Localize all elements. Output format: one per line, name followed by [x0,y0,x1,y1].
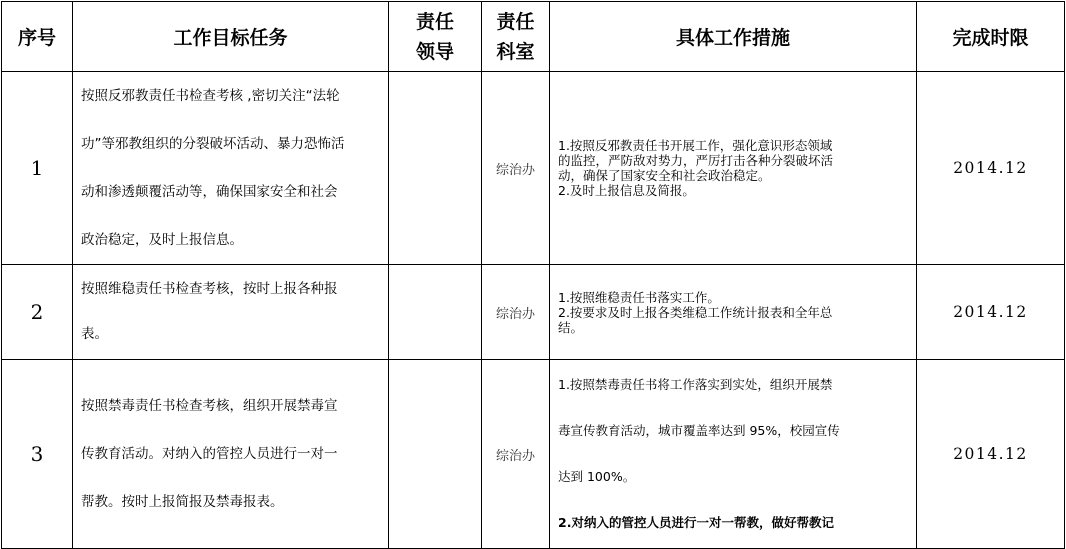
task-cell [73,265,389,360]
header-leader-line-1: 责任 [415,10,454,33]
task-line: 按照反邪教责任书检查考核 ,密切关注“法轮 [81,88,340,104]
leader-cell [389,360,482,549]
header-measures: 具体工作措施 [550,2,917,72]
measure-line: 2.及时上报信息及简报。 [558,183,695,198]
deadline-cell: 2014.12 [917,360,1065,549]
measure-line: 的监控，严防敌对势力，严厉打击各种分裂破坏活 [558,153,834,168]
deadline-cell: 2014.12 [917,265,1065,360]
measure-line: 1.按照维稳责任书落实工作。 [558,289,720,305]
task-cell [73,360,389,549]
header-leader [389,2,482,72]
table-row [2,265,1065,360]
task-line: 功”等邪教组织的分裂破坏活动、暴力恐怖活 [81,136,345,152]
task-line: 表。 [81,326,108,342]
header-dept-line-2: 科室 [496,40,535,63]
dept-cell: 综治办 [482,265,550,360]
task-line: 传教育活动。对纳入的管控人员进行一对一 [81,446,338,462]
task-line: 按照维稳责任书检查考核，按时上报各种报 [81,281,338,297]
table-row [2,360,1065,549]
header-dept [482,2,550,72]
task-line: 动和渗透颠覆活动等，确保国家安全和社会 [81,184,338,200]
header-deadline: 完成时限 [917,2,1065,72]
dept-cell: 综治办 [482,72,550,265]
task-line: 政治稳定，及时上报信息。 [81,232,243,248]
header-leader-line-2: 领导 [415,40,454,63]
task-line: 帮教。按时上报简报及禁毒报表。 [81,494,284,510]
measures-cell [550,360,917,549]
table-row [2,72,1065,265]
measure-line: 2.按要求及时上报各类维稳工作统计报表和全年总 [558,304,833,320]
measure-line: 毒宣传教育活动，城市覆盖率达到 95%，校园宣传 [558,423,840,438]
dept-cell: 综治办 [482,360,550,549]
task-cell [73,72,389,265]
header-dept-line-1: 责任 [496,10,535,33]
row-number: 2 [2,265,73,360]
header-row [2,2,1065,72]
measure-line: 动，确保了国家安全和社会政治稳定。 [558,168,771,183]
leader-cell [389,265,482,360]
measure-line: 1.按照禁毒责任书将工作落实到实处，组织开展禁 [558,377,833,392]
row-number: 3 [2,360,73,549]
header-task: 工作目标任务 [73,2,389,72]
deadline-cell: 2014.12 [917,72,1065,265]
work-target-table [1,1,1065,549]
measure-line: 达到 100%。 [558,469,636,484]
measures-cell [550,265,917,360]
measure-line: 1.按照反邪教责任书开展工作，强化意识形态领域 [558,138,833,153]
measure-line: 结。 [558,319,584,335]
row-number: 1 [2,72,73,265]
measure-line: 2.对纳入的管控人员进行一对一帮教，做好帮教记 [558,515,834,530]
header-seq: 序号 [2,2,73,72]
leader-cell [389,72,482,265]
measures-cell [550,72,917,265]
task-line: 按照禁毒责任书检查考核，组织开展禁毒宣 [81,398,338,414]
